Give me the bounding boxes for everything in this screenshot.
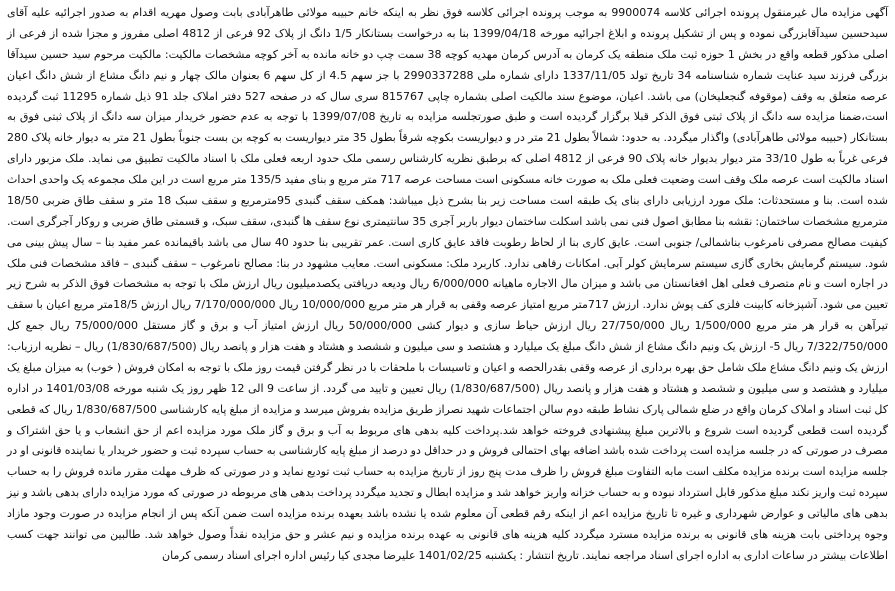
notice-body-text: آگهی مزایده مال غیرمنقول پرونده اجرائی کلاسه 9900074 به موجب پرونده اجرائی کلاسه فوق نظر به اینکه خانم حبیبه مولائی طاهرآبادی بابت وصول مهریه اقدام به صدور اجرائیه علیه آقای سیدحسین سیدآقابزرگی نموده و پس از تشکیل پرونده و ابلاغ اجرائیه مورخه 1399/04/18 بنا به درخواست بستانکار 1/5 دانگ از پلاک 92 فرعی از 4812 اصلی مفروز و مجزا شده از فرعی از اصلی مذکور قطعه واقع در بخش 1 حوزه ثبت ملک منطقه یک کرمان به آدرس کرمان مهدیه کوچه 38 سمت چپ دو خانه مانده به آخر کوچه مشخصات مالکیت: مالکیت مرحوم سید حسین سیدآقا بزرگی فرزند سید عنایت شماره شناسنامه 34 تاریخ تولد 1337/11/05 دارای شماره ملی 2990337288 با جز سهم 4.5 از کل سهم 6 بعنوان مالک چهار و نیم دانگ مشاع از شش دانگ اعیان عرصه متعلق به وقف (موقوفه گنجعلیخان) می باشد. اعیان، موضوع سند مالکیت اصلی بشماره چاپی 815767 سری سال که در صفحه 527 دفتر املاک جلد 91 ذیل شماره 11295 ثبت گردیده است،ضمنا مزایده سه دانگ از پلاک ثبتی فوق الذکر قبلا برگزار گردیده است و طبق صورتجلسه مزایده به تاریخ 1399/07/08 با توجه به عدم حضور خریدار میزان سه دانگ از پلاک ثبتی فوق به بستانکار (حبیبه مولائی طاهرآبادی) واگذار میگردد. به حدود: شمالاً بطول 21 متر در و دیواریست بکوچه شرقاً بطول 35 متر دیواریست به کوچه بن بست جنوباً بطول 21 متر به دیوار خانه پلاک 280 فرعی غرباً به طول 33/10 متر دیوار بدیوار خانه پلاک 90 فرعی از 4812 اصلی که برطبق نظریه کارشناس رسمی ملک حدود اربعه فعلی ملک با اسناد مالکیت تطبیق می نماید. ملک مزبور دارای اسناد مالکیت است عرصه ملک وقف است وضعیت فعلی ملک به صورت خانه مسکونی است مساحت عرصه 717 متر مربع و بنای مفید 135/5 متر مربع است در این ملک مجموعه یک واحدی احداث شده است. بنا و مستحدثات: ملک مورد ارزیابی دارای بنای یک طبقه است مساحت زیر بنا بشرح ذیل میباشد: همکف سقف گنبدی 95مترمربع و سقف سبک 18 متر و سقف طاق ضربی 18/50 مترمربع مشخصات ساختمان: نقشه بنا مطابق اصول فنی نمی باشد اسکلت ساختمان دیوار باربر آجری 35 سانتیمتری نوع سقف ها گنبدی، سقف سبک، و قسمتی طاق ضربی و روکار آجرگری است. کیفیت مصالح مصرفی نامرغوب بناشمالی/ جنوبی است. عایق کاری بنا از لحاظ رطوبت فاقد عایق کاری است. عمر تقریبی بنا حدود 40 سال می باشد باقیمانده عمر مفید بنا – سال پیش بینی می شود. سیستم گرمایش بخاری گازی سیستم سرمایش کولر آبی. امکانات رفاهی ندارد. کاربرد ملک: مسکونی است. معایب مشهود در بنا: مصالح نامرغوب – سقف گنبدی – فاقد مشخصات فنی ملک در اجاره است و نام متصرف فعلی اهل افغانستان می باشد و میزان مال الاجاره ماهیانه 6/000/000 ریال ودیعه دریافتی یکصدمیلیون ریال ارزش ملک با توجه به مشخصات فوق الذکر به شرح زیر تعیین می شود. آشپزخانه کابینت فلزی کف پوش ندارد. ارزش 717متر مربع امتیاز عرصه وقفی به قرار هر متر مربع 10/000/000 ریال 7/170/000/000 ریال ارزش 18/5متر مربع اعیان با سقف تیرآهن به قرار هر متر مربع 1/500/000 ریال 27/750/000 ریال ارزش حیاط سازی و دیوار کشی 50/000/000 ریال ارزش امتیاز آب و برق و گاز مستقل 75/000/000 ریال جمع کل 7/322/750/000 ریال 5- ارزش یک ونیم دانگ مشاع از شش دانگ مبلغ یک میلیارد و هشتصد و سی میلیون و ششصد و هشتاد و هفت هزار و پانصد ریال (1/830/687/500) ریال – نظریه ارزیاب: ارزش یک ونیم دانگ مشاع ملک شامل حق بهره برداری از عرصه وقفی بقدرالحصه و اعیان و تاسیسات با ملحقات با در نظر گرفتن قیمت روز ملک با توجه به امکان فروش ( خوب) به میزان مبلغ یک میلیارد و هشتصد و سی میلیون و ششصد و هشتاد و هفت هزار و پانصد ریال (1/830/687/500) ریال تعیین و تایید می گردد. از ساعت 9 الی 12 ظهر روز یک شنبه مورخه 1401/03/08 در اداره کل ثبت اسناد و املاک کرمان واقع در ضلع شمالی پارک نشاط طبقه دوم سالن اجتماعات شهید نصراز طریق مزایده بفروش میرسد و مزایده از مبلغ پایه کارشناسی 1/830/687/500 ریال که قطعی گردیده است قطعی گردیده است شروع و بالاترین مبلغ پیشنهادی فروخته خواهد شد.پرداخت کلیه بدهی های مربوط به آب و برق و گاز ملک مورد مزایده اعم از حق انشعاب و یا حق اشتراک و مصرف در صورتی که در جلسه مزایده است پرداخت شده باشد اضافه بهای احتمالی فروش و در حداقل دو درصد از مبلغ پایه کارشناسی به حساب سپرده ثبت و حضور خریدار یا نماینده قانونی او در جلسه مزایده است برنده مزایده مکلف است مابه التفاوت مبلغ فروش را ظرف مدت پنج روز از تاریخ مزایده به حساب ثبت تودیع نماید و در صورتی که ظرف مهلت مقرر مانده فروش را به حساب سپرده ثبت واریز نکند مبلغ مذکور قابل استرداد نبوده و به حساب خزانه واریز خواهد شد و مزایده ابطال و تجدید میگردد پرداخت بدهی های مربوطه در صورتی که مورد مزایده دارای بدهی باشد و نیز بدهی های مالیاتی و عوارض شهرداری و غیره تا تاریخ مزایده اعم از اینکه رقم قطعی آن معلوم شده یا نشده باشد بعهده برنده مزایده است ضمن آنکه پس از انجام مزایده در صورت وجود مازاد وجوه پرداختی بابت هزینه های قانونی به برنده مزایده مسترد میگردد کلیه هزینه های قانونی به عهده برنده مزایده و نیم عشر و حق مزایده نقداً وصول خواهد شد. طالبین می توانند جهت کسب اطلاعات بیشتر در ساعات اداری به اداره اجرای اسناد مراجعه نمایند. تاریخ انتشار : یکشنبه 1401/02/25 علیرضا مجدی کیا رئیس اداره اجرای اسناد رسمی کرمان bbox=[7, 6, 889, 562]
